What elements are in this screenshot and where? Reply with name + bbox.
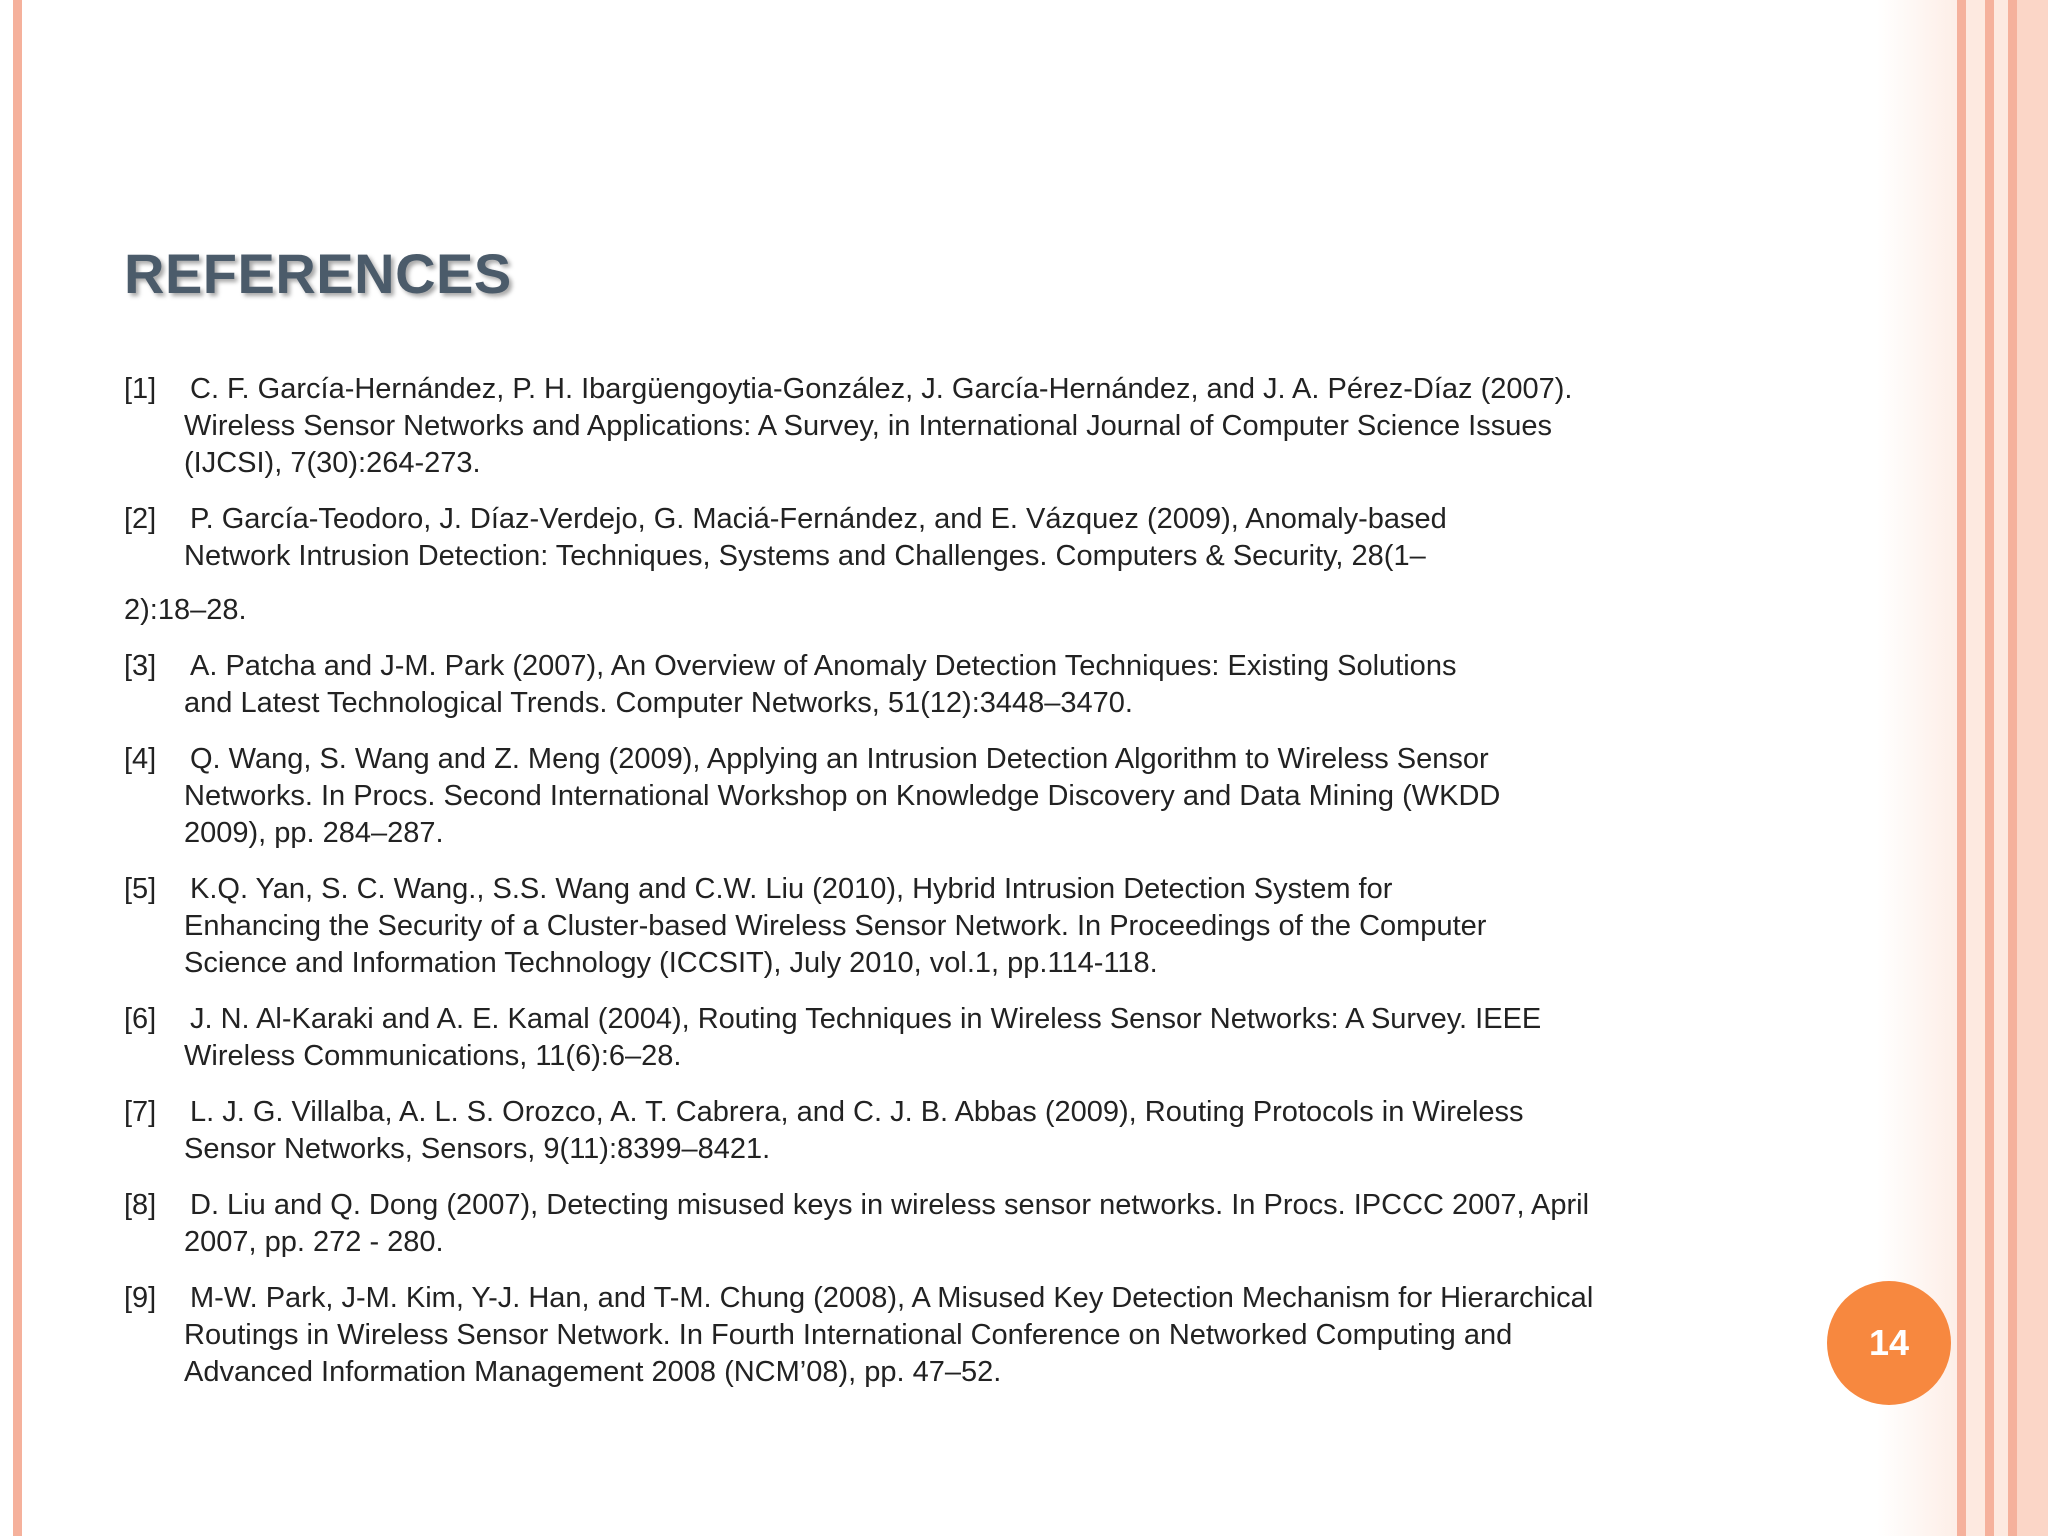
reference-line: D. Liu and Q. Dong (2007), Detecting misused keys in wireless sensor networks. In Procs. IPCCC 2007, April bbox=[190, 1189, 1590, 1221]
reference-line: Network Intrusion Detection: Techniques, Systems and Challenges. Computers & Security, 28(1– bbox=[184, 540, 1426, 572]
reference-line: Networks. In Procs. Second International Workshop on Knowledge Discovery and Data Mining (WKDD bbox=[184, 780, 1501, 812]
reference-line: L. J. G. Villalba, A. L. S. Orozco, A. T. Cabrera, and C. J. B. Abbas (2009), Routing Protocols in Wireless bbox=[190, 1096, 1524, 1128]
reference-line: Science and Information Technology (ICCSIT), July 2010, vol.1, pp.114-118. bbox=[184, 947, 1158, 979]
reference-line: 2009), pp. 284–287. bbox=[184, 817, 444, 849]
reference-line: J. N. Al-Karaki and A. E. Kamal (2004), Routing Techniques in Wireless Sensor Networks: A Survey. IEEE bbox=[190, 1003, 1542, 1035]
reference-line: Routings in Wireless Sensor Network. In Fourth International Conference on Networked Computing and bbox=[184, 1319, 1513, 1351]
reference-line: 2007, pp. 272 - 280. bbox=[184, 1226, 444, 1258]
reference-line: Sensor Networks, Sensors, 9(11):8399–8421. bbox=[184, 1133, 771, 1165]
reference-line: M-W. Park, J-M. Kim, Y-J. Han, and T-M. Chung (2008), A Misused Key Detection Mechanism for Hierarchical bbox=[190, 1282, 1594, 1314]
reference-number: [1] bbox=[124, 373, 157, 405]
reference-line: Wireless Sensor Networks and Applications: A Survey, in International Journal of Computer Science Issues bbox=[184, 410, 1552, 442]
right-accent-stripe bbox=[2008, 0, 2017, 1536]
reference-line: Advanced Information Management 2008 (NCM’08), pp. 47–52. bbox=[184, 1356, 1002, 1388]
reference-line: P. García-Teodoro, J. Díaz-Verdejo, G. Maciá-Fernández, and E. Vázquez (2009), Anomaly-based bbox=[190, 503, 1447, 535]
reference-line: K.Q. Yan, S. C. Wang., S.S. Wang and C.W. Liu (2010), Hybrid Intrusion Detection System for bbox=[190, 873, 1393, 905]
reference-number: [3] bbox=[124, 650, 157, 682]
reference-line: (IJCSI), 7(30):264-273. bbox=[184, 447, 481, 479]
reference-line: Wireless Communications, 11(6):6–28. bbox=[184, 1040, 682, 1072]
page-number: 14 bbox=[1868, 1322, 1910, 1363]
reference-number: [8] bbox=[124, 1189, 157, 1221]
page-number-badge bbox=[1827, 1281, 1951, 1405]
reference-line: C. F. García-Hernández, P. H. Ibargüengoytia-González, J. García-Hernández, and J. A. Pérez-Díaz (2007). bbox=[190, 373, 1573, 405]
reference-number: [9] bbox=[124, 1282, 157, 1314]
right-accent-stripe bbox=[1985, 0, 1994, 1536]
left-accent-stripe bbox=[13, 0, 22, 1536]
right-accent-fill bbox=[2017, 0, 2048, 1536]
reference-number: [6] bbox=[124, 1003, 157, 1035]
reference-line: Q. Wang, S. Wang and Z. Meng (2009), Applying an Intrusion Detection Algorithm to Wireless Sensor bbox=[190, 743, 1489, 775]
reference-number: [2] bbox=[124, 503, 157, 535]
right-accent-fill bbox=[1994, 0, 2008, 1536]
slide-title: REFERENCES bbox=[124, 242, 512, 305]
reference-number: [5] bbox=[124, 873, 157, 905]
reference-line: A. Patcha and J-M. Park (2007), An Overview of Anomaly Detection Techniques: Existing Solutions bbox=[190, 650, 1457, 682]
reference-number: [4] bbox=[124, 743, 157, 775]
reference-line: 2):18–28. bbox=[124, 594, 247, 626]
reference-line: and Latest Technological Trends. Computer Networks, 51(12):3448–3470. bbox=[184, 687, 1133, 719]
reference-line: Enhancing the Security of a Cluster-based Wireless Sensor Network. In Proceedings of the Computer bbox=[184, 910, 1487, 942]
right-accent-stripe bbox=[1957, 0, 1966, 1536]
reference-number: [7] bbox=[124, 1096, 157, 1128]
right-accent-fill bbox=[1966, 0, 1985, 1536]
